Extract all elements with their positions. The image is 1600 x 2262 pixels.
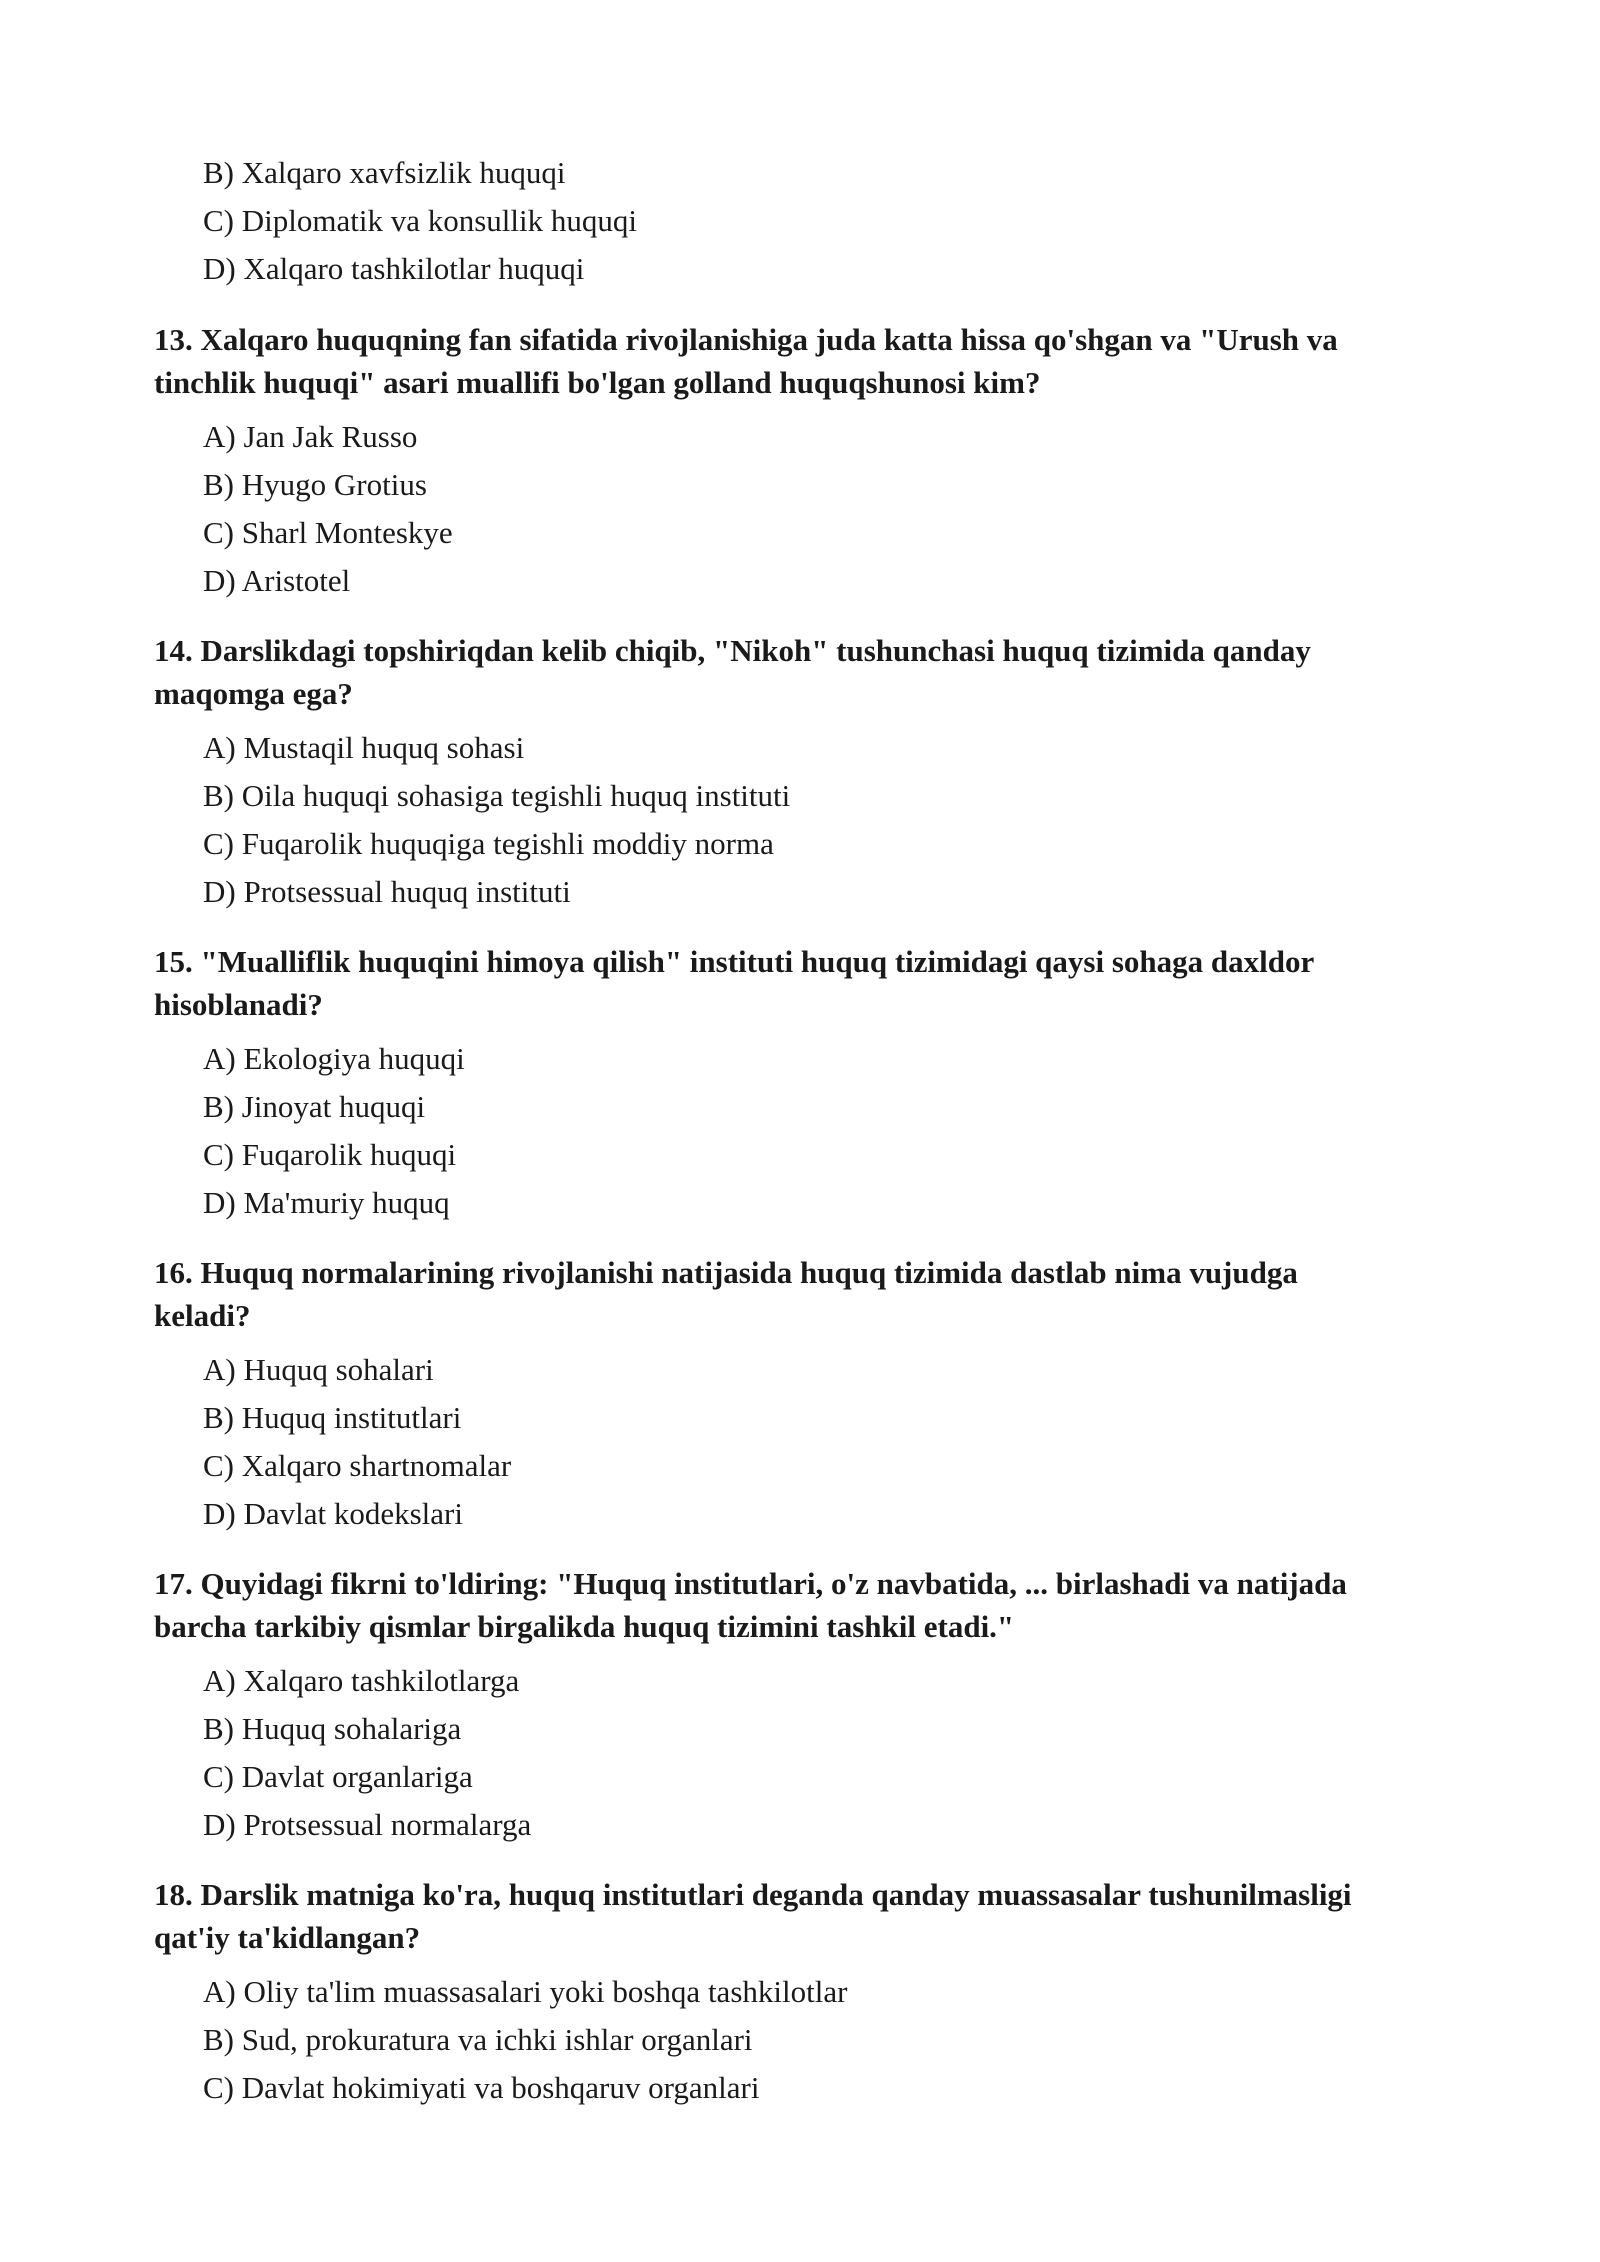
question-text-line: keladi? xyxy=(154,1298,251,1333)
question-13 xyxy=(154,318,1454,404)
option-d: D) Xalqaro tashkilotlar huquqi xyxy=(203,251,585,286)
question-text-line: 15. "Mualliflik huquqini himoya qilish" instituti huquq tizimidagi qaysi sohaga daxldor xyxy=(154,944,1315,979)
option-c: C) Sharl Monteskye xyxy=(203,515,453,550)
question-text-line: 17. Quyidagi fikrni to'ldiring: "Huquq institutlari, o'z navbatida, ... birlashadi va natijada xyxy=(154,1566,1347,1601)
option-c: C) Xalqaro shartnomalar xyxy=(203,1448,512,1483)
option-b: B) Xalqaro xavfsizlik huquqi xyxy=(203,155,566,190)
option-b: B) Oila huquqi sohasiga tegishli huquq instituti xyxy=(203,778,791,813)
option-c: C) Fuqarolik huquqiga tegishli moddiy norma xyxy=(203,826,774,861)
option-b: B) Huquq sohalariga xyxy=(203,1711,462,1746)
option-c: C) Diplomatik va konsullik huquqi xyxy=(203,203,637,238)
question-text-line: qat'iy ta'kidlangan? xyxy=(154,1920,421,1955)
option-c: C) Davlat hokimiyati va boshqaruv organlari xyxy=(203,2070,760,2105)
question-text-line: tinchlik huquqi" asari muallifi bo'lgan golland huquqshunosi kim? xyxy=(154,365,1041,400)
option-a: A) Ekologiya huquqi xyxy=(203,1041,465,1076)
option-b: B) Sud, prokuratura va ichki ishlar organlari xyxy=(203,2022,753,2057)
question-18 xyxy=(154,1873,1454,1959)
option-d: D) Protsessual normalarga xyxy=(203,1807,532,1842)
option-a: A) Jan Jak Russo xyxy=(203,419,418,454)
option-a: A) Xalqaro tashkilotlarga xyxy=(203,1663,520,1698)
question-14 xyxy=(154,629,1454,715)
option-d: D) Aristotel xyxy=(203,563,351,598)
question-text-line: 14. Darslikdagi topshiriqdan kelib chiqib, "Nikoh" tushunchasi huquq tizimida qanday xyxy=(154,633,1311,668)
question-text-line: hisoblanadi? xyxy=(154,987,323,1022)
option-a: A) Huquq sohalari xyxy=(203,1352,434,1387)
option-b: B) Jinoyat huquqi xyxy=(203,1089,426,1124)
option-b: B) Hyugo Grotius xyxy=(203,467,427,502)
option-a: A) Oliy ta'lim muassasalari yoki boshqa tashkilotlar xyxy=(203,1974,848,2009)
question-text-line: 18. Darslik matniga ko'ra, huquq institutlari deganda qanday muassasalar tushunilmasligi xyxy=(154,1877,1352,1912)
option-d: D) Ma'muriy huquq xyxy=(203,1185,450,1220)
question-17 xyxy=(154,1562,1454,1648)
option-b: B) Huquq institutlari xyxy=(203,1400,462,1435)
question-15 xyxy=(154,940,1454,1026)
question-text-line: barcha tarkibiy qismlar birgalikda huquq tizimini tashkil etadi." xyxy=(154,1609,1015,1644)
option-d: D) Davlat kodekslari xyxy=(203,1496,463,1531)
option-c: C) Davlat organlariga xyxy=(203,1759,473,1794)
question-text-line: maqomga ega? xyxy=(154,676,353,711)
option-d: D) Protsessual huquq instituti xyxy=(203,874,571,909)
option-a: A) Mustaqil huquq sohasi xyxy=(203,730,525,765)
question-text-line: 16. Huquq normalarining rivojlanishi natijasida huquq tizimida dastlab nima vujudga xyxy=(154,1255,1298,1290)
option-c: C) Fuqarolik huquqi xyxy=(203,1137,457,1172)
question-16 xyxy=(154,1251,1454,1337)
question-text-line: 13. Xalqaro huquqning fan sifatida rivojlanishiga juda katta hissa qo'shgan va "Urush va xyxy=(154,322,1338,357)
